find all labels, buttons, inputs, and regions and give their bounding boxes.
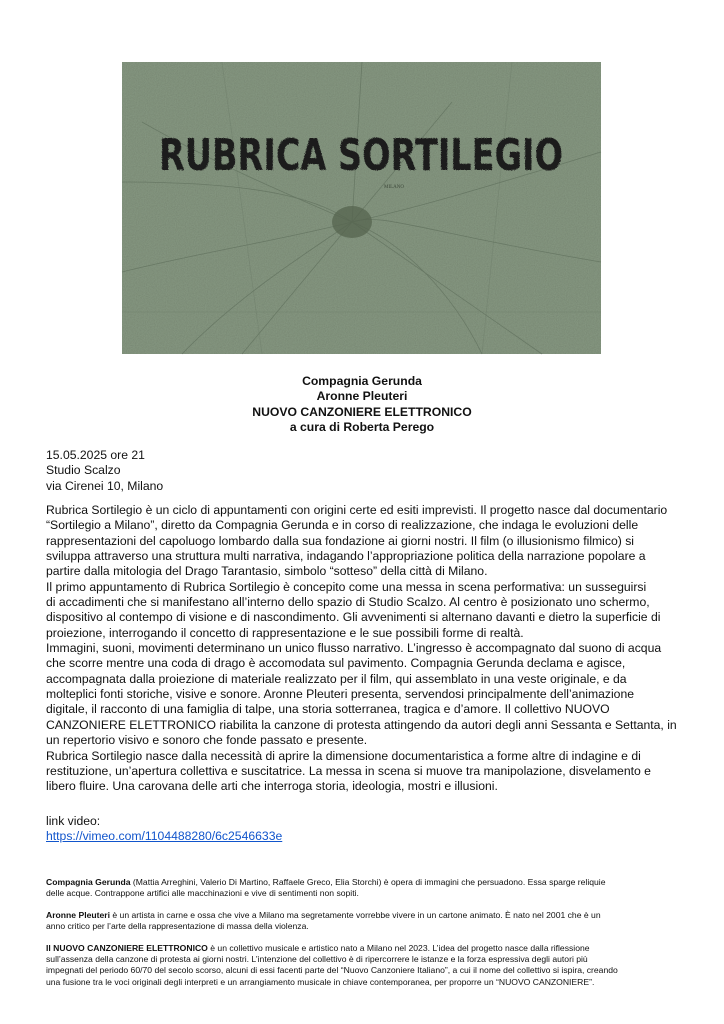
body-text (46, 503, 686, 795)
body-line: restituzione, un’apertura collettiva e suscitatrice. La messa in scena si muove tra manipolazione, disvelamento e (46, 763, 651, 778)
footnote-text: sull’assenza della canzone di protesta ai giorni nostri. L’intenzione del collettivo è di ripercorrere le istanze e la forza espressiva degli autori più (46, 954, 588, 965)
body-line: molteplici fonti storiche, visive e sonore. Aronne Pleuteri presenta, servendosi principalmente dell’animazione (46, 687, 635, 702)
body-line: che scorre mentre una coda di drago è accomodata sul pavimento. Compagnia Gerunda declama e agisce, (46, 656, 626, 671)
body-line: “Sortilegio a Milano”, diretto da Compagnia Gerunda e in corso di realizzazione, che indaga le evoluzioni delle (46, 518, 639, 533)
footnote-pleuteri (46, 910, 686, 932)
project-name: NUOVO CANZONIERE ELETTRONICO (252, 404, 472, 419)
body-line: accompagnata dalla proiezione di materiale realizzato per il film, qui assemblato in una veste originale, e da (46, 671, 627, 686)
video-link[interactable]: https://vimeo.com/1104488280/6c2546633e (46, 829, 283, 844)
body-line: proiezione, interrogando il concetto di rappresentazione e le sue possibili forme di realtà. (46, 625, 524, 640)
body-line: un repertorio visivo e sonoro che fonde passato e presente. (46, 733, 368, 748)
video-link-block (46, 814, 282, 845)
event-venue: Studio Scalzo (46, 463, 121, 478)
body-line: dispositivo al contempo di visione e di nascondimento. Gli avvenimenti si alternano davanti e dietro la superficie di (46, 610, 661, 625)
footnote-text: delle acque. Contrappone artifici alle macchinazioni e vive di sentimenti non sopiti. (46, 888, 359, 899)
map-label: MILANO (384, 185, 404, 190)
cover-title: RUBRICA SORTILEGIO (159, 130, 563, 181)
footnote-text: una fusione tra le voci originali degli interpreti e un arrangiamento musicale in chiave contemporanea, per proporre un “NUOVO CANZONIERE”. (46, 976, 595, 987)
footnote-gerunda (46, 877, 686, 899)
cover-image (122, 62, 601, 354)
footnote-nce (46, 943, 686, 988)
body-line: partire dalla mitologia del Drago Tarantasio, simbolo “sotteso” della città di Milano. (46, 564, 488, 579)
event-heading (0, 374, 724, 435)
body-line: rappresentazioni del capoluogo lombardo dalla sua fondazione ai giorni nostri. Il film (o illusionismo filmico) si (46, 533, 635, 548)
artist-name: Aronne Pleuteri (316, 389, 408, 404)
event-details (46, 448, 163, 494)
footnote-name: Aronne Pleuteri (46, 910, 110, 920)
event-address: via Cirenei 10, Milano (46, 478, 164, 493)
event-datetime: 15.05.2025 ore 21 (46, 448, 145, 462)
cover-map-graphic (122, 62, 601, 354)
body-line: Immagini, suoni, movimenti determinano un unico flusso narrativo. L’ingresso è accompagnato dal suono di acqua (46, 641, 662, 656)
body-line: Rubrica Sortilegio nasce dalla necessità di aprire la dimensione documentaristica a forme altre di indagine e di (46, 748, 641, 763)
footnote-text: impegnati del periodo 60/70 del secolo scorso, alcuni di essi facenti parte del “Nuovo Canzoniere Italiano”, a cui il nome del collettivo si ispira, creando (46, 965, 618, 976)
body-line: digitale, il racconto di una famiglia di talpe, una storia sotterranea, tragica e d’amore. Il collettivo NUOVO (46, 702, 610, 717)
city-blot (332, 206, 372, 238)
video-link-label: link video: (46, 814, 101, 828)
curator-credit: a cura di Roberta Perego (289, 419, 435, 434)
footnote-text: è un collettivo musicale e artistico nato a Milano nel 2023. L’idea del progetto nasce dalla riflessione (207, 943, 590, 953)
body-line: Rubrica Sortilegio è un ciclo di appuntamenti con origini certe ed esiti imprevisti. Il progetto nasce dal documentario (46, 503, 668, 517)
body-line: Il primo appuntamento di Rubrica Sortilegio è concepito come una messa in scena performativa: un susseguirsi (46, 579, 647, 594)
body-line: CANZONIERE ELETTRONICO riabilita la canzone di protesta attingendo da autori degli anni Sessanta e Settanta, in (46, 717, 677, 732)
footnote-text: (Mattia Arreghini, Valerio Di Martino, Raffaele Greco, Elia Storchi) è opera di immagini che persuadono. Essa sparge reliquie (130, 877, 606, 887)
footnote-text: è un artista in carne e ossa che vive a Milano ma segretamente vorrebbe vivere in un cartone animato. È nato nel 2001 che è un (110, 910, 601, 920)
footnote-name: Compagnia Gerunda (46, 877, 131, 887)
company-name: Compagnia Gerunda (302, 374, 422, 388)
footnote-text: anno critico per l’arte della rappresentazione di massa della violenza. (46, 921, 309, 932)
body-line: sviluppa attraverso una struttura multi narrativa, indagando l’appropriazione politica della narrazione popolare a (46, 549, 646, 564)
body-line: libero fluire. Una carovana delle arti che interroga storia, ideologia, mostri e illusioni. (46, 779, 498, 794)
footnote-name: Il NUOVO CANZONIERE ELETTRONICO (46, 943, 208, 953)
body-line: di accadimenti che si manifestano all’interno dello spazio di Studio Scalzo. Al centro è posizionato uno schermo, (46, 595, 650, 610)
